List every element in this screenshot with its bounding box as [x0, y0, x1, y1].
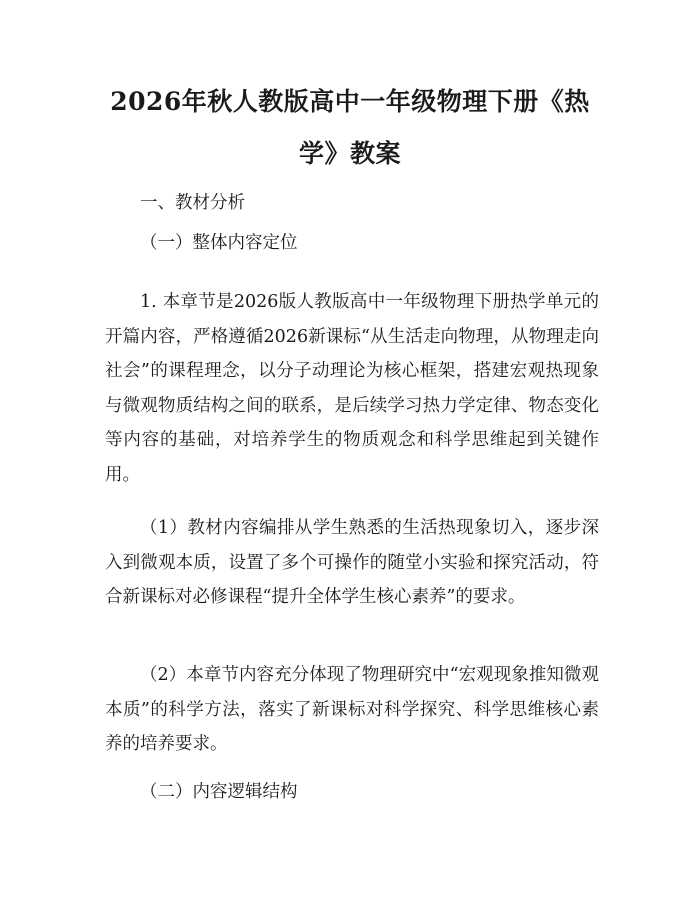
document-title: 2026年秋人教版高中一年级物理下册《热学》教案: [110, 87, 590, 168]
paragraph-3: （2）本章节内容充分体现了物理研究中“宏观现象推知微观本质”的科学方法，落实了新课标对科学探究、科学思维核心素养的培养要求。: [105, 665, 599, 754]
section-heading-3: （二）内容逻辑结构: [140, 782, 298, 802]
paragraph-1: 1. 本章节是2026版人教版高中一年级物理下册热学单元的开篇内容，严格遵循2026新课标“从生活走向物理，从物理走向社会”的课程理念，以分子动理论为核心框架，搭建宏观热现象与微观物质结构之间的联系，是后续学习热力学定律、物态变化等内容的基础，对培养学生的物质观念和科学思维起到关键作用。: [105, 292, 599, 485]
section-heading-1: 一、教材分析: [140, 193, 245, 213]
section-heading-2: （一）整体内容定位: [140, 233, 298, 253]
paragraph-2: （1）教材内容编排从学生熟悉的生活热现象切入，逐步深入到微观本质，设置了多个可操作的随堂小实验和探究活动，符合新课标对必修课程“提升全体学生核心素养”的要求。: [105, 518, 599, 607]
